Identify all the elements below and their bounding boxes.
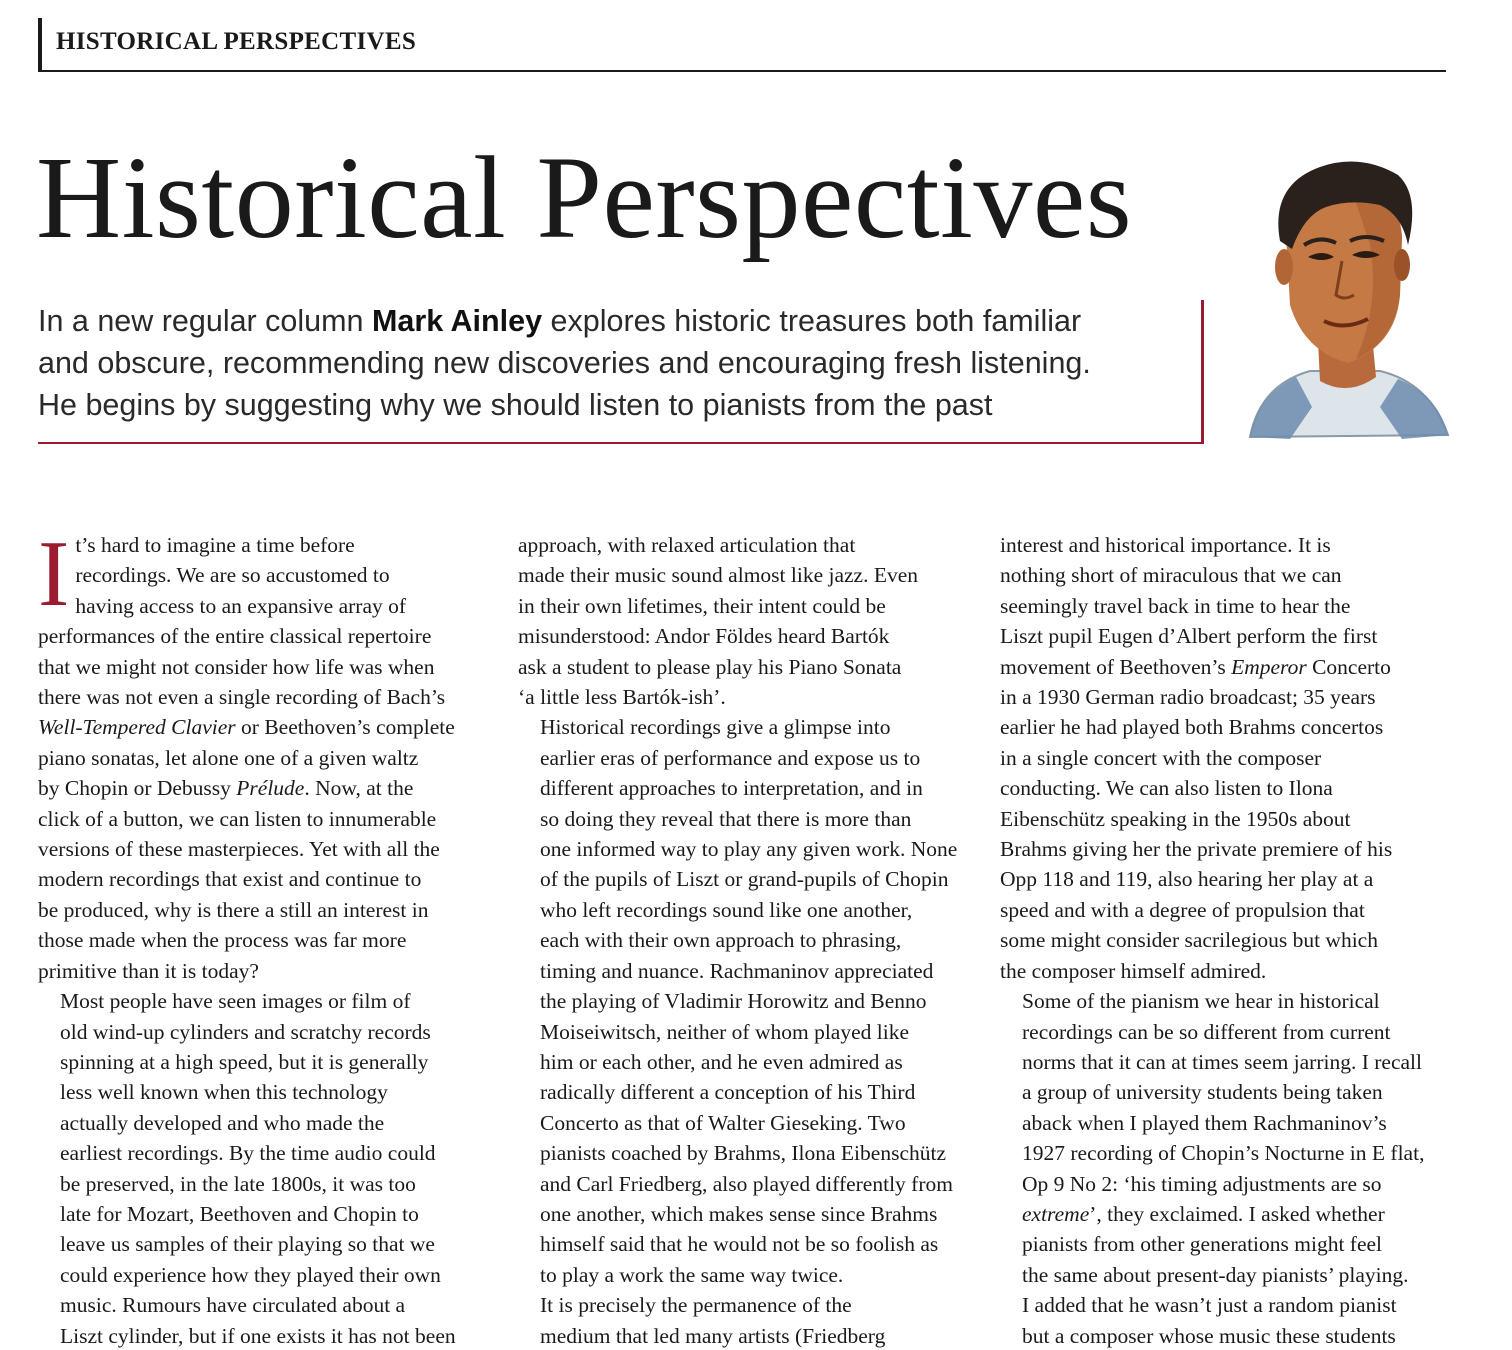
text-line: of the pupils of Liszt or grand-pupils of Chopin [540, 867, 949, 892]
text-fragment: by Chopin or Debussy [38, 776, 237, 801]
text-line: pianists from other generations might feel [1022, 1232, 1383, 1257]
text-line: Op 9 No 2: ‘his timing adjustments are so [1022, 1171, 1382, 1196]
text-line: to play a work the same way twice. [540, 1262, 844, 1287]
text-line: less well known when this technology [60, 1080, 388, 1105]
standfirst-line: and obscure, recommending new discoveries and encouraging fresh listening. [38, 346, 1091, 380]
text-fragment: or Beethoven’s complete [235, 715, 455, 740]
text-fragment: Concerto [1306, 654, 1391, 679]
text-line: there was not even a single recording of Bach’s [38, 685, 446, 710]
text-line: that we might not consider how life was when [38, 654, 435, 679]
text-line: t’s hard to imagine a time before [75, 533, 355, 557]
text-line: conducting. We can also listen to Ilona [1000, 776, 1333, 801]
text-line: actually developed and who made the [60, 1110, 385, 1135]
text-line: primitive than it is today? [38, 958, 259, 983]
text-line: made their music sound almost like jazz. Even [518, 563, 919, 588]
text-line: earlier he had played both Brahms concertos [1000, 715, 1384, 740]
text-line: be preserved, in the late 1800s, it was too [60, 1171, 416, 1196]
article-column-1 [38, 530, 488, 1350]
author-portrait [1230, 145, 1456, 445]
text-fragment: movement of Beethoven’s [1000, 654, 1232, 679]
text-line: radically different a conception of his Third [540, 1080, 916, 1105]
text-line: late for Mozart, Beethoven and Chopin to [60, 1201, 419, 1226]
text-line: misunderstood: Andor Földes heard Bartók [518, 624, 890, 649]
text-line: Brahms giving her the private premiere of his [1000, 837, 1393, 862]
text-line [1000, 652, 1450, 682]
text-line: piano sonatas, let alone one of a given waltz [38, 745, 419, 770]
drop-cap: I [38, 530, 70, 626]
portrait-ear [1394, 249, 1410, 281]
article-title: Historical Perspectives [36, 132, 1133, 263]
paragraph [518, 530, 968, 712]
text-line: It is precisely the permanence of the [540, 1293, 852, 1318]
text-line: Some of the pianism we hear in historical [1022, 989, 1380, 1014]
text-line: seemingly travel back in time to hear the [1000, 593, 1351, 618]
paragraph [1000, 986, 1450, 1350]
work-title: Emperor [1231, 654, 1307, 679]
text-line [1000, 1199, 1450, 1229]
paragraph [1000, 530, 1450, 986]
text-line: earlier eras of performance and expose us to [540, 745, 921, 770]
text-fragment: ’, they exclaimed. I asked whether [1089, 1201, 1385, 1226]
text-line: leave us samples of their playing so that we [60, 1232, 435, 1257]
text-line: but a composer whose music these students [1022, 1323, 1396, 1348]
work-title: Well-Tempered Clavier [38, 715, 236, 740]
text-line: him or each other, and he even admired as [540, 1049, 903, 1074]
text-line: ‘a little less Bartók-ish’. [518, 685, 726, 710]
text-line: Historical recordings give a glimpse into [540, 715, 891, 740]
text-line: Liszt cylinder, but if one exists it has not been [60, 1323, 456, 1348]
standfirst [38, 300, 1204, 444]
text-line: timing and nuance. Rachmaninov appreciated [540, 958, 934, 983]
text-line: having access to an expansive array of [75, 593, 407, 618]
article-column-3 [1000, 530, 1450, 1350]
text-line: nothing short of miraculous that we can [1000, 563, 1342, 588]
text-line: 1927 recording of Chopin’s Nocturne in E flat, [1022, 1141, 1425, 1166]
text-line: Most people have seen images or film of [60, 989, 411, 1014]
text-fragment: . Now, at the [304, 776, 414, 801]
text-line: each with their own approach to phrasing, [540, 928, 902, 953]
text-line: in their own lifetimes, their intent could be [518, 593, 886, 618]
text-line: ask a student to please play his Piano Sonata [518, 654, 902, 679]
text-line: Moiseiwitsch, neither of whom played like [540, 1019, 910, 1044]
text-line: pianists coached by Brahms, Ilona Eibenschütz [540, 1141, 947, 1166]
text-line: could experience how they played their own [60, 1262, 441, 1287]
text-line: Eibenschütz speaking in the 1950s about [1000, 806, 1351, 831]
standfirst-text: explores historic treasures both familiar [542, 304, 1082, 338]
text-line: one informed way to play any given work. None [540, 837, 958, 862]
text-line: and Carl Friedberg, also played differently from [540, 1171, 953, 1196]
text-line: in a single concert with the composer [1000, 745, 1322, 770]
text-line: speed and with a degree of propulsion that [1000, 897, 1365, 922]
text-line: recordings can be so different from current [1022, 1019, 1391, 1044]
portrait-ear [1275, 249, 1293, 285]
text-line: the playing of Vladimir Horowitz and Benno [540, 989, 927, 1014]
text-line: some might consider sacrilegious but which [1000, 928, 1378, 953]
text-line: Liszt pupil Eugen d’Albert perform the first [1000, 624, 1378, 649]
article-column-2 [518, 530, 968, 1350]
paragraph [518, 712, 968, 1290]
text-line: in a 1930 German radio broadcast; 35 years [1000, 685, 1376, 710]
text-line: interest and historical importance. It is [1000, 533, 1331, 557]
text-line: be produced, why is there a still an interest in [38, 897, 429, 922]
section-header [38, 18, 1446, 72]
text-line: medium that led many artists (Friedberg [540, 1323, 886, 1348]
text-line: spinning at a high speed, but it is generally [60, 1049, 429, 1074]
text-line: Opp 118 and 119, also hearing her play at a [1000, 867, 1374, 892]
text-line: Concerto as that of Walter Gieseking. Two [540, 1110, 906, 1135]
text-line: performances of the entire classical repertoire [38, 624, 432, 649]
paragraph [518, 1290, 968, 1350]
text-line: so doing they reveal that there is more than [540, 806, 912, 831]
text-line: aback when I played them Rachmaninov’s [1022, 1110, 1387, 1135]
work-title: Prélude [236, 776, 305, 801]
paragraph [38, 986, 488, 1350]
standfirst-line [38, 300, 1201, 342]
text-line: versions of these masterpieces. Yet with all the [38, 837, 440, 862]
text-line [38, 773, 488, 803]
text-line: the same about present-day pianists’ playing. [1022, 1262, 1409, 1287]
text-line: himself said that he would not be so foolish as [540, 1232, 939, 1257]
text-line: music. Rumours have circulated about a [60, 1293, 406, 1318]
text-line: click of a button, we can listen to innumerable [38, 806, 437, 831]
standfirst-text: In a new regular column [38, 304, 372, 338]
text-line: those made when the process was far more [38, 928, 407, 953]
section-label: HISTORICAL PERSPECTIVES [56, 28, 417, 55]
text-line: I added that he wasn’t just a random pianist [1022, 1293, 1397, 1318]
standfirst-line: He begins by suggesting why we should listen to pianists from the past [38, 388, 993, 422]
emphasis: extreme [1022, 1201, 1090, 1226]
text-line: modern recordings that exist and continue to [38, 867, 422, 892]
text-line [38, 712, 488, 742]
paragraph [38, 530, 488, 986]
text-line: a group of university students being taken [1022, 1080, 1383, 1105]
text-line: the composer himself admired. [1000, 958, 1267, 983]
text-line: earliest recordings. By the time audio could [60, 1141, 436, 1166]
text-line: norms that it can at times seem jarring. I recall [1022, 1049, 1422, 1074]
text-line: approach, with relaxed articulation that [518, 533, 856, 557]
text-line: old wind-up cylinders and scratchy records [60, 1019, 431, 1044]
text-line: recordings. We are so accustomed to [75, 563, 390, 588]
text-line: one another, which makes sense since Brahms [540, 1201, 938, 1226]
text-line: who left recordings sound like one another, [540, 897, 913, 922]
text-line: different approaches to interpretation, and in [540, 776, 923, 801]
author-name: Mark Ainley [371, 304, 543, 338]
